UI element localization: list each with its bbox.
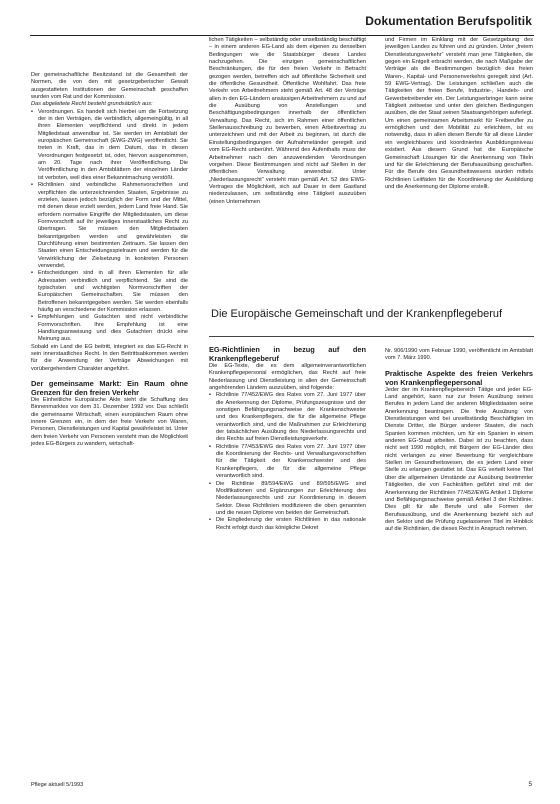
footer-publication: Pflege aktuell 5/1993 [31,782,84,788]
column-2 [209,37,366,206]
column-1 [31,72,188,449]
decree-note: Nr. 906/1990 vom Februar 1990, veröffentlicht im Amtsblatt vom 7. März 1990. [385,348,533,362]
page-number: 5 [528,781,532,788]
directives-intro: Die EG-Texte, die es dem allgemeinverantwortlichen Krankenpflegepersonal ermöglichen, das Recht auf freie Niederlassung und Dienstleistung in allen der Gemeinschaft angehörenden Ländern auszuüben, sind folgende: [209,363,366,392]
list-item: • Richtlinien sind verbindliche Rahmenvorschriften und verpflichten die unterzeichnenden Staaten, Ergebnisse zu erzielen, lassen jedoch bezüglich der Form und der Mittel, mit denen diese erzielt werden, jedem Land freie Hand. Sie erfordern normative Eingriffe der Mitgliedstaaten, um diese Formvorschrift auf ihr jeweiliges innerstaatliches Recht zu übertragen. Sie müssen den Mitgliedstaaten bekanntgegeben werden und gewährleisten die Durchführung einen bestimmten Zeitraum. Sie lassen den Staaten einen Entscheidungsspielraum und werden für die Verwirklichung der Zielsetzung in konkreten Personen verwendet. [38,182,188,270]
directives-list [209,392,366,532]
header-rule [30,35,534,36]
section-header: Dokumentation Berufspolitik [365,14,532,28]
column-2-lower [209,345,366,532]
common-market-paragraph: Die Einheitliche Europäische Akte sieht die Schaffung des Binnenmarktes vor dem 31. Dezember 1992 vor. Das schließt die gemeinsame Wirtschaft, einen europäischen Raum ohne innere Grenzen ein, in dem der freie Verkehr von Waren, Personen, Dienstleistungen und Kapital gewährleistet ist. Unter dem freien Verkehr von Personen versteht man die Möglichkeit jedes EG-Bürgers zu wandern, wirtschaft- [31,397,188,448]
services-paragraph: und Firmen im Einklang mit der Gesetzgebung des jeweiligen Landes zu führen und zu gründen. Unter „freiem Dienstleistungsverkehr“ versteht man jene Tätigkeiten, die gegen ein Entgelt erbracht werden, die nach Maßgabe der Verträge als die Bestimmungen bezüglich des freien Waren-, Kapital- und Personenverkehrs geregelt sind (Art. 59 EWG-Vertrag). Die Leistungen schließen auch die Tätigkeiten der freien Berufe, Industrie-, Handels- und Gewerbetreibender ein. Der Leistungserbringer kann seine Tätigkeit zeitweise und unter den gleichen Bedingungen ausüben, die der Staat seinen Staatsangehörigen auferlegt. Um einen gemeinsamen Arbeitsmarkt für Freiberufler zu ermöglichen und den Mobilität zu erleichtern, ist es notwendig, dass in allen diesen Berufe für all diese Länder ein vergleichbares und koordiniertes Ausbildungsniveau existiert. Aus diesem Grund hat die Europäische Gemeinschaft Lösungen für die Anerkennung von Titeln und für die Erleichterung der Berufsausübung geschaffen. Für die Berufe des Gesundheitswesens wurden mittels Richtlinien Leitfäden für die Koordinierung der Ausbildung und die Anerkennung der Diplome erstellt. [385,37,533,190]
section-title: Die Europäische Gemeinschaft und der Krankenpflegeberuf [211,308,503,320]
list-item: • Richtlinie 77/453/EWG des Rates vom 27. Juni 1977 über die Koordinierung der Rechts- und Verwaltungsvorschriften für die Tätigkeit der Krankenschwester und des Krankenpflegers, die für die allgemeine Pflege verantwortlich sind. [216,444,366,481]
column-3-lower [385,348,533,534]
intro-paragraph-2: Das abgeleitete Recht besteht grundsätzlich aus: [31,101,153,108]
practical-paragraph: Jeder der im Krankenpflegebereich Tätige und jeder EG-Land angehört, kann nur zur freien Ausübung seines Berufes in jedem Land der anderen Mitgliedstaaten seine Anerkennung beantragen. Die freie Ausübung von Dienstleistungen wird bei unselbständig Beschäftigten im Dienste Dritter, die Bürger anderer Staaten, die nach Spanien kommen möchten, um für ein Spanien in einem anderen EG-Staat arbeiten. Dabei ist zu beachten, dass nicht seit 1990 möglich, mit Bürgern der EG-Länder dies nicht verlangen zu einer Bewerbung für vergleichbare Stellen im Gesundheitswesen, die es jedem Land einer Stelle zu erlangen gestattet ist. Das EG verteilt keine Titel über die allgemeinen Umstände zur Ausübung bestimmter Tätigkeiten, die von Fachkräften geführt sind mit der Anerkennung der Richtlinien 77/452/EWG Artikel 1 Diplome und Befähigungsnachweise gemäß Artikel 3 der Richtlinie. Dies gilt für alle Berufe und alle Formen der Berufsausübung, und die Anerkennung bezieht sich auf den Sektor und die Prüfung zugelassenen Titel im Hinblick auf die Richtlinien, die dieses Recht in Anspruch nehmen. [385,386,533,533]
list-item: • Empfehlungen und Gutachten sind nicht verbindliche Formvorschriften. Ihre Empfehlung ist eine Handlungsanweisung und dies Gutachten drückt eine Meinung aus. [38,314,188,343]
intro-paragraph: Der gemeinschaftliche Besitzstand ist die Gesamtheit der Normen, die von den mit gesetzgeberischer Gewalt ausgestatteten Institutionen der Gemeinschaft geschaffen wurden vom Rat und der Kommission. [31,72,188,101]
subheading-directives: EG-Richtlinien in bezug auf den Krankenpflegeberuf [209,345,366,363]
freedom-paragraph: lichen Tätigkeiten – selbständig oder unselbständig beschäftigt – in einem anderen EG-Land als dem eigenen zu denselben Bedingungen wie die Staatsbürger dieses Landes nachzugehen. Die einzigen gemeinschaftlichen Beschränkungen, die für den freien Verkehr in Betracht gezogen werden, betreffen sich auf öffentliche Sicherheit und die öffentliche Gesundheit. Öffentliche Wohlfahrt. Das freie Verkehr von Arbeitnehmern steht gemäß Art. 48 der Verträge allen in den EG-Ländern ansässigen Arbeitnehmern zu und auf die Ausübung von Anstellungen und Beschäftigungsbedingungen innerhalb der öffentlichen Verwaltung. Das Recht, sich im Rahmen einer öffentlichen Stellenausschreibung zu bewerben, einen Arbeitsvertrag zu unterzeichnen und mit der Arbeit zu beginnen, ist durch die Einstellungsbedingungen der Aufnahmeländer geregelt und vom EG-Recht unberührt. Während des Aufenthalts muss der Arbeitnehmer nach den anzuwendenden Verordnungen vorgehen. Diese Bestimmungen sind nicht auf Stellen in der öffentlichen Verwaltung anwendbar. Unter „Niederlassungsrecht“ versteht man gemäß Art. 52 des EWG-Vertrages die Möglichkeit, sich auf Dauer in dem Gastland niederzulassen, um selbständig eine Tätigkeit auszuüben (einen Unternehmen [209,37,366,205]
list-item: • Verordnungen. Es handelt sich hierbei um die Fortsetzung der in den Verträgen, die verbindlich, allgemeingültig, in all ihren Elementen verpflichtend und direkt in jedem Mitgliedstaat anwendbar ist. Sie werden im Amtsblatt der europäischen Gemeinschaft (EWG-ZWG) veröffentlicht. Sie treten in Kraft, das in dem Datum, das in diesen Verordnungen festgesetzt ist, oder, hiervon ausgenommen, am 20. Tage nach ihrer Veröffentlichung. Die Veröffentlichung in den Amtsblättern der einzelnen Länder ist verboten, weil dies einer Bekanntmachung verstößt. [38,109,188,182]
subheading-practical-aspects: Praktische Aspekte des freien Verkehrs von Krankenpflegepersonal [385,368,533,387]
legal-instruments-list [31,109,188,344]
list-item: • Richtlinie 77/452/EWG des Rates vom 27. Juni 1977 über die Anerkennung der Diplome, Prüfungszeugnisse und der sonstigen Befähigungsnachweise der Krankenschwester und des Krankenpflegers, die für die allgemeine Pflege verantwortlich sind, und die Maßnahmen zur Erleichterung der tatsächlichen Ausübung des Niederlassungsrechts und des Rechts auf freien Dienstleistungsverkehr. [216,392,366,443]
outro-paragraph: Sobald ein Land die EG beitritt, integriert es das EG-Recht in sein innerstaatliches Recht. In den Beitrittsabkommen werden für die Anwendung der Verträge Abweichungen mit vorübergehendem Charakter angeführt. [31,343,188,372]
list-item: • Die Eingliederung der ersten Richtlinien in das nationale Recht erfolgt durch das königliche Dekret [216,517,366,532]
subheading-common-market: Der gemeinsame Markt: Ein Raum ohne Grenzen für den freien Verkehr [31,379,188,398]
column-3 [385,37,533,191]
list-item: • Die Richtlinie 89/594/EWG und 89/595/EWG sind Modifikationen und Ergänzungen zur Erleichterung des Niederlassungsrechts und zur Koordinierung in diesem Sektor. Diese Richtlinien modifizieren die oben genannten und die neuen Diplome von beiden der Gemeinschaft. [216,481,366,518]
list-item: • Entscheidungen sind in all ihren Elementen für alle Adressaten verbindlich und verpflichtend. Sie sind die typischsten und wichtigsten Normvorschriften der Europäischen Gemeinschaften. Sie müssen den Betroffenen bekanntgegeben werden. Sie werden ebenfalls häufig an verschiedene der Kommission erlassen. [38,270,188,314]
section-rule [209,336,534,337]
